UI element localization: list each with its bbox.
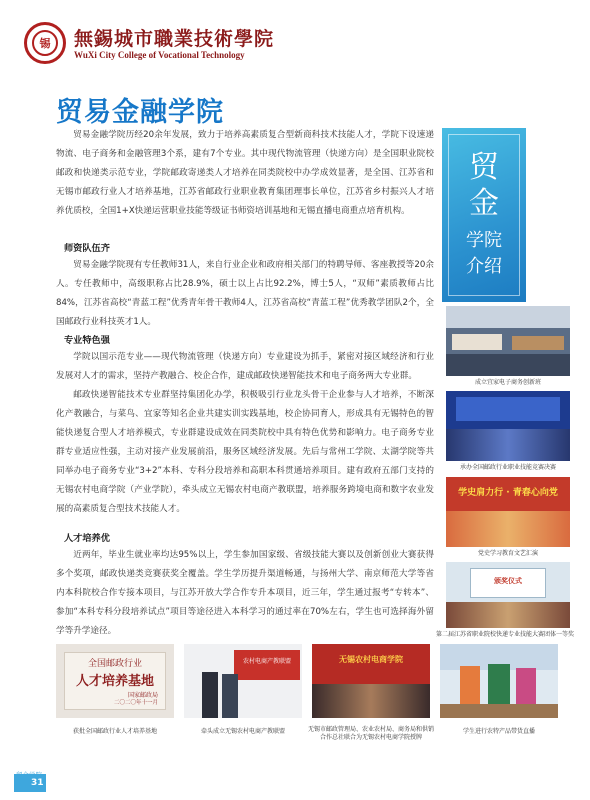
caption-livestream-sales: 学生进行农特产品带货直播 <box>462 728 535 735</box>
caption-party-history-show: 党史学习教育文艺汇演 <box>477 550 538 557</box>
banner-char-3: 学院 <box>466 230 502 251</box>
intro-paragraph: 贸易金融学院历经20余年发展，致力于培养高素质复合型新商科技术技能人才，学院下设速递物流、电子商务和金融管理3个系，建有7个专业。其中现代物流管理（快递方向）是全国职业院校邮政和快递类示范专业，学院邮政寄递类人才培养在同类院校中办学成效显著，是全国、江苏省和无锡市邮政行业人才培养基地，江苏省邮政行业职业教育集团理事长单位，江苏省乡村振兴人才培养优质校，全国1+X快递运营职业技能等级证书师资培训基地和无锡直播电商重点培育机构。 <box>56 130 434 216</box>
plaque-line-2: 人才培养基地 <box>75 674 154 689</box>
photo-ecommerce-college-award <box>312 644 430 718</box>
specialty-paragraph-1: 学院以国示范专业——现代物流管理（快递方向）专业建设为抓手，紧密对接区域经济和行业发展对人才的需求，坚持产教融合、校企合作，建成邮政快递智能技术和电子商务两大专业群。 <box>56 352 434 381</box>
caption-talent-base: 获批全国邮政行业人才培养基地 <box>72 728 157 735</box>
specialty-paragraph-2: 邮政快递智能技术专业群坚持集团化办学，积极吸引行业龙头骨干企业参与人才培养，不断深化产教融合，与菜鸟、宜家等知名企业共建实训实践基地，校企协同育人，形成具有无锡特色的智能快递复合型人才培养模式，专业群建设成效在同类院校中具有特色优势和影响力。电子商务专业群专业适应性强，主动对接产业发展前沿，服务区域经济发展。先后与常州工学院、太湖学院等共同举办电子商务专业“3+2”本科、专科分段培养和高职本科贯通培养项目。建有政府五部门支持的无锡农村电商学院（产业学院），牵头成立无锡农村电商产教联盟，培养服务跨境电商和数字农业发展的高素质复合型技术技能人才。 <box>56 390 434 514</box>
page-title: 贸易金融学院 <box>56 97 224 128</box>
school-name-cn: 無錫城市職業技術學院 <box>74 28 275 50</box>
plaque-line-3: 国家邮政局 <box>127 692 158 699</box>
photo-alliance-founding <box>184 644 302 718</box>
caption-postal-competition: 承办全国邮政行业职业技能竞赛决赛 <box>459 464 556 471</box>
caption-jiangsu-award: 第二届江苏省职业院校快递专业技能大赛团体一等奖 <box>435 631 574 638</box>
overlay-text-award: 颁奖仪式 <box>494 577 522 585</box>
logo-center: 锡 <box>32 30 58 56</box>
banner-char-2: 金 <box>469 186 499 221</box>
caption-ecommerce-college-award: 无锡市邮政管理局、农业农村局、商务局和供销合作总社联合为无锡农村电商学院授牌 <box>307 726 434 741</box>
overlay-text-college: 无锡农村电商学院 <box>339 655 403 664</box>
section-heading-specialty: 专业特色强 <box>64 335 110 346</box>
school-name-en: WuXi City College of Vocational Technology <box>74 50 245 60</box>
photo-livestream-sales <box>440 644 558 718</box>
banner-char-1: 贸 <box>469 150 499 185</box>
banner-char-4: 介绍 <box>466 256 502 277</box>
college-logo <box>24 22 66 64</box>
photo-ikea-class <box>446 306 570 376</box>
overlay-text-party-history: 学史肩力行 · 青春心向党 <box>458 488 558 498</box>
caption-alliance-founding: 牵头成立无锡农村电商产教联盟 <box>200 728 285 735</box>
photo-party-history-show <box>446 477 570 547</box>
section-heading-faculty: 师资队伍齐 <box>64 243 110 254</box>
caption-ikea-class: 成立宜家电子商务创新班 <box>474 379 541 386</box>
plaque-line-4: 二〇二〇年十一月 <box>113 700 158 706</box>
section-heading-talent: 人才培养优 <box>64 533 110 544</box>
photo-jiangsu-award <box>446 562 570 628</box>
faculty-paragraph: 贸易金融学院现有专任教师31人，来自行业企业和政府相关部门的特聘导师、客座教授等20余人。专任教师中，高级职称占比28.9%，硕士以上占比92.2%，博士5人，“双师”素质教师占比84%，江苏省高校“青蓝工程”优秀青年骨干教师4人，江苏省高校“青蓝工程”优秀教学团队2个，全国邮政行业科技英才1人。 <box>56 260 434 327</box>
plaque-line-1: 全国邮政行业 <box>87 659 142 669</box>
photo-talent-base-plaque <box>56 644 174 718</box>
page-number: 31 <box>31 778 44 788</box>
photo-postal-competition <box>446 391 570 461</box>
side-banner <box>442 128 526 302</box>
overlay-text-alliance: 农村电商产教联盟 <box>242 658 291 665</box>
talent-paragraph: 近两年，毕业生就业率均达95%以上，学生参加国家级、省级技能大赛以及创新创业大赛获得多个奖项，邮政快递类竞赛获奖全覆盖。学生学历提升渠道畅通，与扬州大学、南京师范大学等省内本科院校合作专接本项目，与江苏开放大学合作专升本项目，近三年，学生通过报考“专转本”、参加“本科专科分段培养试点”项目等途径进入本科学习的通过率在70%左右，学生也可选择海外留学等升学途径。 <box>56 550 434 636</box>
